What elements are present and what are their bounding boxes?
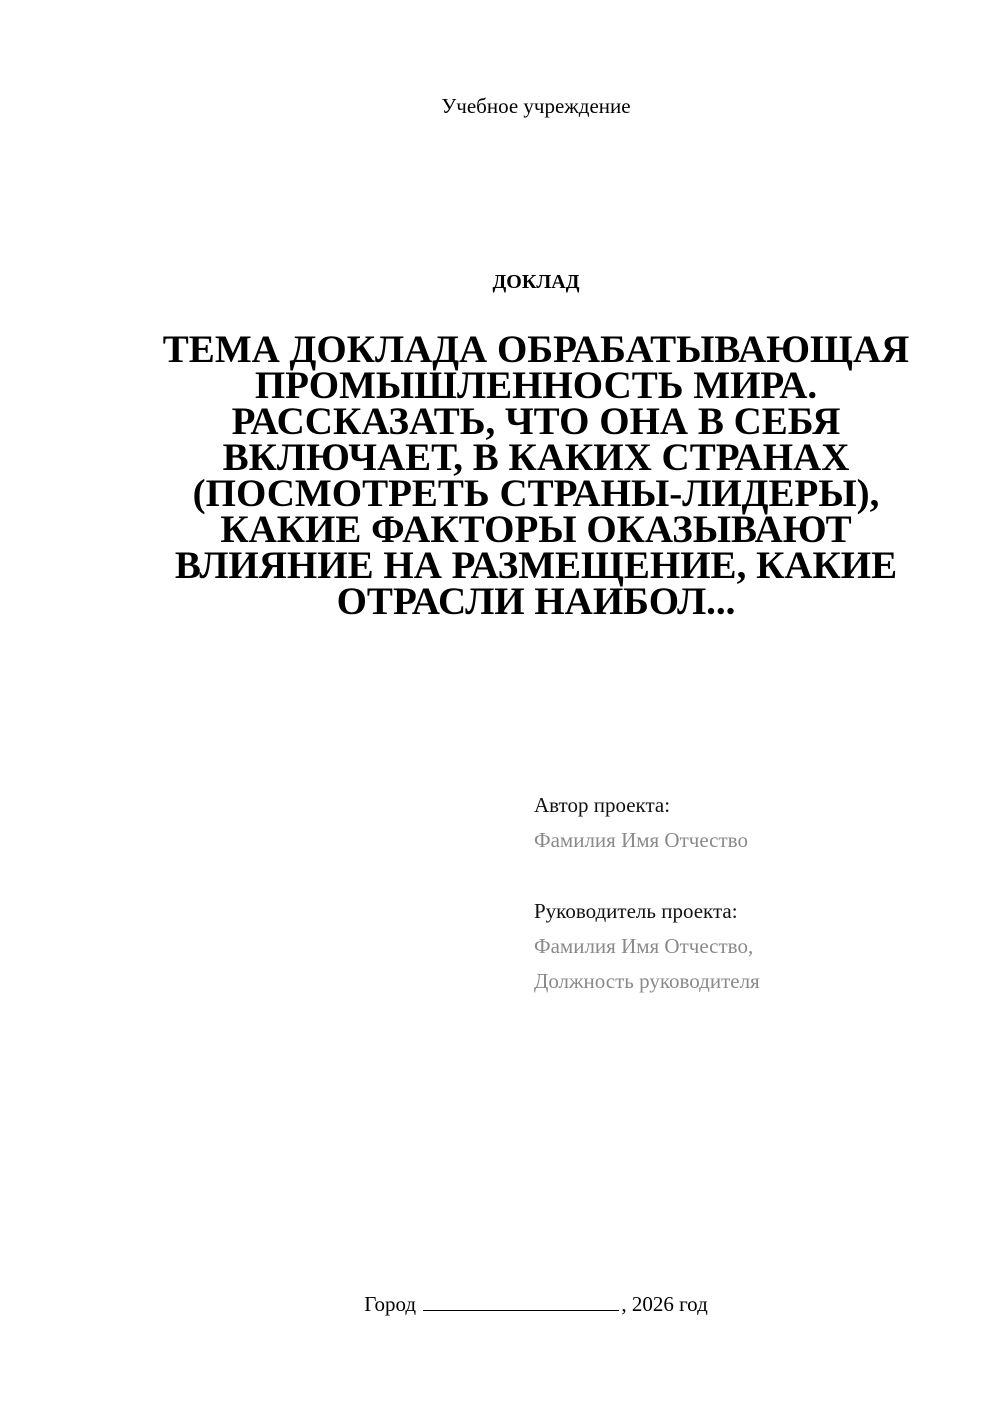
author-label: Автор проекта: [534,793,671,817]
report-topic: ТЕМА ДОКЛАДА ОБРАБАТЫВАЮЩАЯ ПРОМЫШЛЕННОСТЬ МИРА. РАССКАЗАТЬ, ЧТО ОНА В СЕБЯ ВКЛЮЧАЕТ, В КАКИХ СТРАНАХ (ПОСМОТРЕТЬ СТРАНЫ-ЛИДЕРЫ), КАКИЕ ФАКТОРЫ ОКАЗЫВАЮТ ВЛИЯНИЕ НА РАЗМЕЩЕНИЕ, КАКИЕ ОТРАСЛИ НАИБОЛ... [162,328,910,623]
city-year-line [0,1290,1000,1318]
institution-name: Учебное учреждение [441,94,631,118]
city-blank-line [423,1290,619,1311]
authors-block [534,788,974,999]
supervisor-position: Должность руководителя [534,969,760,993]
supervisor-name: Фамилия Имя Отчество, [534,934,754,958]
document-type: ДОКЛАД [492,271,580,293]
supervisor-label: Руководитель проекта: [534,899,738,923]
spacer [534,858,974,894]
author-name: Фамилия Имя Отчество [534,828,748,852]
year-text: , 2026 год [621,1292,708,1316]
city-label: Город [364,1292,417,1316]
